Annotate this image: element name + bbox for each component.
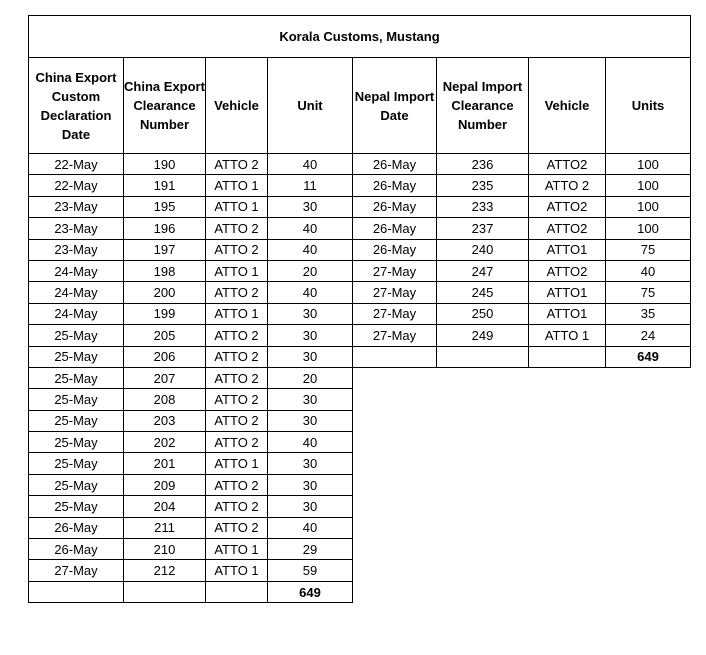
- china-unit-cell: 11: [268, 175, 353, 196]
- blank-area: [529, 389, 606, 410]
- blank-area: [606, 410, 691, 431]
- table-row: [29, 175, 691, 196]
- blank-area: [437, 432, 529, 453]
- china-unit-cell: 30: [268, 346, 353, 367]
- china-date-cell: 24-May: [29, 303, 124, 324]
- nepal-vehicle-cell: ATTO 2: [529, 175, 606, 196]
- china-vehicle-cell: ATTO 2: [206, 367, 268, 388]
- china-clearance-cell: 201: [124, 453, 206, 474]
- nepal-clearance-cell: 250: [437, 303, 529, 324]
- china-date-cell: 22-May: [29, 154, 124, 175]
- nepal-vehicle-cell: ATTO1: [529, 239, 606, 260]
- blank-area: [353, 367, 437, 388]
- table-row: [29, 432, 691, 453]
- china-clearance-cell: 190: [124, 154, 206, 175]
- china-date-cell: 23-May: [29, 218, 124, 239]
- empty-cell: [124, 581, 206, 602]
- blank-area: [437, 560, 529, 581]
- nepal-unit-cell: 100: [606, 196, 691, 217]
- blank-area: [529, 453, 606, 474]
- china-clearance-cell: 199: [124, 303, 206, 324]
- table-row: [29, 389, 691, 410]
- blank-area: [353, 560, 437, 581]
- table-row: [29, 196, 691, 217]
- blank-area: [353, 474, 437, 495]
- nepal-vehicle-cell: ATTO1: [529, 303, 606, 324]
- table-row: [29, 303, 691, 324]
- table-row: [29, 539, 691, 560]
- nepal-vehicle-cell: ATTO2: [529, 218, 606, 239]
- blank-area: [606, 474, 691, 495]
- empty-cell: [437, 346, 529, 367]
- nepal-date-cell: 26-May: [353, 218, 437, 239]
- blank-area: [529, 367, 606, 388]
- nepal-date-cell: 27-May: [353, 260, 437, 281]
- china-date-cell: 23-May: [29, 239, 124, 260]
- blank-area: [437, 367, 529, 388]
- china-clearance-cell: 210: [124, 539, 206, 560]
- china-vehicle-cell: ATTO 2: [206, 517, 268, 538]
- china-vehicle-cell: ATTO 2: [206, 410, 268, 431]
- blank-area: [606, 453, 691, 474]
- china-date-cell: 25-May: [29, 389, 124, 410]
- nepal-unit-cell: 24: [606, 325, 691, 346]
- table-row: [29, 346, 691, 367]
- nepal-clearance-cell: 247: [437, 260, 529, 281]
- table-row: [29, 218, 691, 239]
- china-unit-cell: 20: [268, 260, 353, 281]
- china-vehicle-cell: ATTO 1: [206, 303, 268, 324]
- table-row: [29, 239, 691, 260]
- china-unit-cell: 40: [268, 239, 353, 260]
- empty-cell: [353, 346, 437, 367]
- blank-area: [606, 432, 691, 453]
- table-row: [29, 496, 691, 517]
- empty-cell: [529, 346, 606, 367]
- customs-table: [28, 15, 691, 603]
- blank-area: [529, 496, 606, 517]
- nepal-vehicle-cell: ATTO 1: [529, 325, 606, 346]
- table-row: [29, 517, 691, 538]
- header-china-date: China Export Custom Declaration Date: [29, 58, 124, 154]
- china-clearance-cell: 195: [124, 196, 206, 217]
- blank-area: [529, 517, 606, 538]
- china-clearance-cell: 191: [124, 175, 206, 196]
- blank-area: [529, 410, 606, 431]
- header-row: [29, 58, 691, 154]
- blank-area: [353, 581, 437, 602]
- china-date-cell: 25-May: [29, 453, 124, 474]
- china-unit-cell: 30: [268, 410, 353, 431]
- table-row: [29, 154, 691, 175]
- nepal-unit-cell: 75: [606, 282, 691, 303]
- china-clearance-cell: 203: [124, 410, 206, 431]
- china-date-cell: 25-May: [29, 432, 124, 453]
- blank-area: [606, 539, 691, 560]
- nepal-date-cell: 27-May: [353, 303, 437, 324]
- china-vehicle-cell: ATTO 2: [206, 239, 268, 260]
- china-vehicle-cell: ATTO 2: [206, 218, 268, 239]
- header-china-clearance: China Export Clearance Number: [124, 58, 206, 154]
- china-date-cell: 25-May: [29, 367, 124, 388]
- china-vehicle-cell: ATTO 1: [206, 453, 268, 474]
- nepal-unit-cell: 100: [606, 175, 691, 196]
- china-unit-cell: 30: [268, 474, 353, 495]
- blank-area: [437, 581, 529, 602]
- china-date-cell: 25-May: [29, 474, 124, 495]
- china-unit-cell: 40: [268, 282, 353, 303]
- blank-area: [606, 517, 691, 538]
- china-clearance-cell: 212: [124, 560, 206, 581]
- nepal-vehicle-cell: ATTO2: [529, 154, 606, 175]
- china-date-cell: 27-May: [29, 560, 124, 581]
- china-date-cell: 26-May: [29, 517, 124, 538]
- header-nepal-clearance: Nepal Import Clearance Number: [437, 58, 529, 154]
- nepal-vehicle-cell: ATTO2: [529, 196, 606, 217]
- china-unit-cell: 20: [268, 367, 353, 388]
- header-nepal-date: Nepal Import Date: [353, 58, 437, 154]
- china-vehicle-cell: ATTO 2: [206, 325, 268, 346]
- nepal-total-cell: 649: [606, 346, 691, 367]
- blank-area: [437, 496, 529, 517]
- nepal-date-cell: 27-May: [353, 282, 437, 303]
- china-vehicle-cell: ATTO 2: [206, 432, 268, 453]
- nepal-date-cell: 26-May: [353, 154, 437, 175]
- china-clearance-cell: 198: [124, 260, 206, 281]
- nepal-clearance-cell: 233: [437, 196, 529, 217]
- china-unit-cell: 30: [268, 303, 353, 324]
- china-unit-cell: 59: [268, 560, 353, 581]
- china-unit-cell: 40: [268, 517, 353, 538]
- china-clearance-cell: 207: [124, 367, 206, 388]
- nepal-date-cell: 26-May: [353, 239, 437, 260]
- blank-area: [529, 432, 606, 453]
- blank-area: [437, 389, 529, 410]
- china-vehicle-cell: ATTO 2: [206, 282, 268, 303]
- table-row: [29, 325, 691, 346]
- table-title: Korala Customs, Mustang: [29, 16, 691, 58]
- nepal-unit-cell: 100: [606, 218, 691, 239]
- table-row: [29, 474, 691, 495]
- china-clearance-cell: 205: [124, 325, 206, 346]
- blank-area: [353, 539, 437, 560]
- china-clearance-cell: 209: [124, 474, 206, 495]
- blank-area: [437, 410, 529, 431]
- blank-area: [353, 496, 437, 517]
- nepal-clearance-cell: 240: [437, 239, 529, 260]
- china-vehicle-cell: ATTO 1: [206, 260, 268, 281]
- empty-cell: [206, 581, 268, 602]
- nepal-clearance-cell: 235: [437, 175, 529, 196]
- china-clearance-cell: 202: [124, 432, 206, 453]
- table-row: [29, 453, 691, 474]
- china-date-cell: 24-May: [29, 260, 124, 281]
- nepal-unit-cell: 75: [606, 239, 691, 260]
- china-vehicle-cell: ATTO 1: [206, 560, 268, 581]
- china-clearance-cell: 197: [124, 239, 206, 260]
- nepal-clearance-cell: 236: [437, 154, 529, 175]
- china-total-cell: 649: [268, 581, 353, 602]
- nepal-date-cell: 27-May: [353, 325, 437, 346]
- china-date-cell: 24-May: [29, 282, 124, 303]
- china-unit-cell: 29: [268, 539, 353, 560]
- china-clearance-cell: 208: [124, 389, 206, 410]
- table-row: [29, 260, 691, 281]
- header-nepal-vehicle: Vehicle: [529, 58, 606, 154]
- blank-area: [606, 560, 691, 581]
- china-vehicle-cell: ATTO 1: [206, 539, 268, 560]
- table-row: [29, 282, 691, 303]
- blank-area: [606, 581, 691, 602]
- blank-area: [606, 496, 691, 517]
- china-vehicle-cell: ATTO 2: [206, 496, 268, 517]
- china-unit-cell: 40: [268, 432, 353, 453]
- china-clearance-cell: 200: [124, 282, 206, 303]
- china-unit-cell: 30: [268, 325, 353, 346]
- china-date-cell: 22-May: [29, 175, 124, 196]
- blank-area: [353, 517, 437, 538]
- nepal-unit-cell: 40: [606, 260, 691, 281]
- blank-area: [437, 539, 529, 560]
- blank-area: [437, 453, 529, 474]
- header-china-vehicle: Vehicle: [206, 58, 268, 154]
- china-unit-cell: 30: [268, 389, 353, 410]
- china-vehicle-cell: ATTO 2: [206, 474, 268, 495]
- blank-area: [529, 560, 606, 581]
- china-vehicle-cell: ATTO 2: [206, 346, 268, 367]
- empty-cell: [29, 581, 124, 602]
- nepal-vehicle-cell: ATTO1: [529, 282, 606, 303]
- blank-area: [353, 453, 437, 474]
- china-unit-cell: 40: [268, 218, 353, 239]
- china-unit-cell: 30: [268, 453, 353, 474]
- china-vehicle-cell: ATTO 2: [206, 154, 268, 175]
- blank-area: [529, 539, 606, 560]
- china-date-cell: 25-May: [29, 325, 124, 346]
- nepal-unit-cell: 35: [606, 303, 691, 324]
- china-vehicle-cell: ATTO 2: [206, 389, 268, 410]
- header-china-unit: Unit: [268, 58, 353, 154]
- blank-area: [606, 389, 691, 410]
- blank-area: [529, 581, 606, 602]
- nepal-vehicle-cell: ATTO2: [529, 260, 606, 281]
- china-clearance-cell: 204: [124, 496, 206, 517]
- china-clearance-cell: 206: [124, 346, 206, 367]
- nepal-clearance-cell: 249: [437, 325, 529, 346]
- china-date-cell: 23-May: [29, 196, 124, 217]
- blank-area: [353, 410, 437, 431]
- china-vehicle-cell: ATTO 1: [206, 175, 268, 196]
- china-date-cell: 26-May: [29, 539, 124, 560]
- china-unit-cell: 30: [268, 196, 353, 217]
- nepal-clearance-cell: 237: [437, 218, 529, 239]
- nepal-clearance-cell: 245: [437, 282, 529, 303]
- blank-area: [353, 432, 437, 453]
- table-row: [29, 560, 691, 581]
- china-date-cell: 25-May: [29, 496, 124, 517]
- blank-area: [437, 517, 529, 538]
- china-date-cell: 25-May: [29, 346, 124, 367]
- china-clearance-cell: 211: [124, 517, 206, 538]
- blank-area: [606, 367, 691, 388]
- blank-area: [437, 474, 529, 495]
- table-row: [29, 581, 691, 602]
- china-clearance-cell: 196: [124, 218, 206, 239]
- blank-area: [529, 474, 606, 495]
- china-vehicle-cell: ATTO 1: [206, 196, 268, 217]
- blank-area: [353, 389, 437, 410]
- nepal-unit-cell: 100: [606, 154, 691, 175]
- china-unit-cell: 40: [268, 154, 353, 175]
- nepal-date-cell: 26-May: [353, 175, 437, 196]
- nepal-date-cell: 26-May: [353, 196, 437, 217]
- china-unit-cell: 30: [268, 496, 353, 517]
- header-nepal-units: Units: [606, 58, 691, 154]
- table-row: [29, 410, 691, 431]
- table-row: [29, 367, 691, 388]
- china-date-cell: 25-May: [29, 410, 124, 431]
